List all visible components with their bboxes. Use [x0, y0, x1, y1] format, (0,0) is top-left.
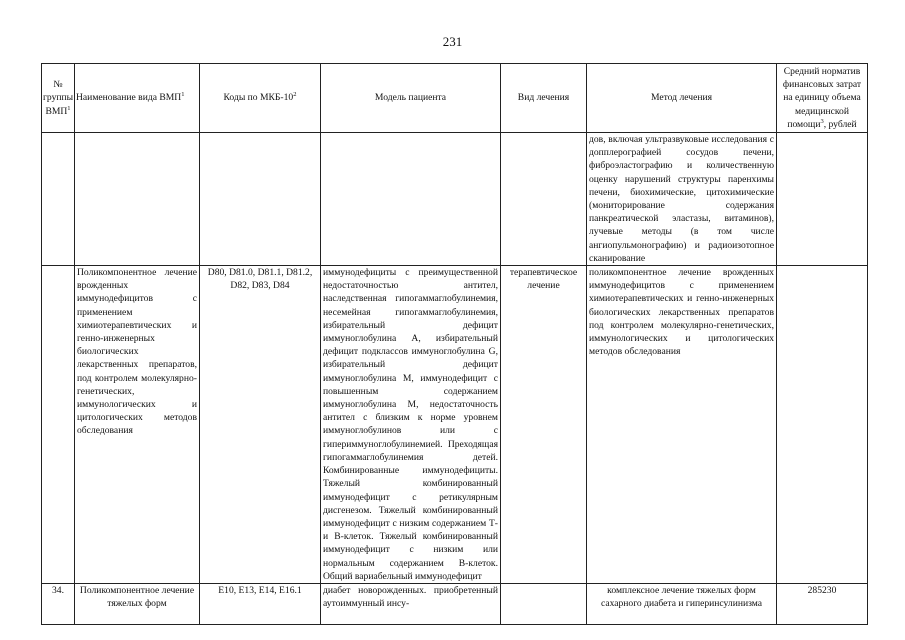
cell-cost — [777, 266, 868, 584]
cell-cost: 285230 — [777, 583, 868, 624]
cell-group — [42, 266, 75, 584]
table-row — [42, 266, 868, 584]
cell-method: дов, включая ультразвуковые исследования с допплерографией сосудов печени, фиброэластографию и количественную оценку нарушений структуры паренхимы печени, биохимические, цитохимические (мониторирование содержания панкреатической эластазы, витаминов), лучевые методы (в том числе ангиопульмонографию) и радиоизотопное сканирование — [587, 133, 777, 266]
table-header-row — [42, 64, 868, 133]
cell-group: 34. — [42, 583, 75, 624]
cell-model — [321, 133, 501, 266]
cell-codes: E10, E13, E14, E16.1 — [200, 583, 321, 624]
cell-treatment — [501, 133, 587, 266]
cell-model: диабет новорожденных. приобретенный аутоиммунный инсу- — [321, 583, 501, 624]
cell-method: комплексное лечение тяжелых форм сахарного диабета и гиперинсулинизма — [587, 583, 777, 624]
header-icd-codes: Коды по МКБ-$10^2$ — [200, 64, 321, 133]
table-row — [42, 133, 868, 266]
cell-cost — [777, 133, 868, 266]
header-average-cost: Средний норматив финансовых затрат на единицу объема медицинской помощи$^3$, рублей — [777, 64, 868, 133]
vmp-table — [41, 63, 868, 625]
header-group-number: № группы ВМП$^1$ — [42, 64, 75, 133]
cell-codes: D80, D81.0, D81.1, D81.2, D82, D83, D84 — [200, 266, 321, 584]
header-vmp-name: Наименование вида ВМП$^1$ — [75, 64, 200, 133]
cell-model: иммунодефициты с преимущественной недостаточностью антител, наследственная гипогаммаглобулинемия, несемейная гипогаммаглобулинемия, избирательный дефицит иммуноглобулина А, избирательный дефицит подклассов иммуноглобулина G, избирательный дефицит иммуноглобулина М, иммунодефицит с повышенным содержанием иммуноглобулина М, недостаточность антител с близким к норме уровнем иммуноглобулинов или с гипериммуноглобулинемией. Преходящая гипогаммаглобулинемия детей. Комбинированные иммунодефициты. Тяжелый комбинированный иммунодефицит с ретикулярным дисгенезом. Тяжелый комбинированный иммунодефицит с низким содержанием Т- и В-клеток. Тяжелый комбинированный иммунодефицит с низким или нормальным содержанием В-клеток. Общий вариабельный иммунодефицит — [321, 266, 501, 584]
cell-group — [42, 133, 75, 266]
page-number: 231 — [442, 34, 463, 49]
cell-treatment — [501, 583, 587, 624]
header-treatment-method: Метод лечения — [587, 64, 777, 133]
table-row — [42, 583, 868, 624]
cell-method: поликомпонентное лечение врожденных иммунодефицитов с применением химиотерапевтических и генно-инженерных биологических лекарственных препаратов под контролем молекулярно-генетических, иммунологических и цитологических методов обследования — [587, 266, 777, 584]
cell-name: Поликомпонентное лечение тяжелых форм — [75, 583, 200, 624]
cell-treatment: терапевтическое лечение — [501, 266, 587, 584]
cell-name: Поликомпонентное лечение врожденных иммунодефицитов с применением химиотерапевтических и генно-инженерных биологических лекарственных препаратов, под контролем молекулярно-генетических, иммунологических и цитологических методов обследования — [75, 266, 200, 584]
cell-name — [75, 133, 200, 266]
header-treatment-type: Вид лечения — [501, 64, 587, 133]
cell-codes — [200, 133, 321, 266]
header-patient-model: Модель пациента — [321, 64, 501, 133]
